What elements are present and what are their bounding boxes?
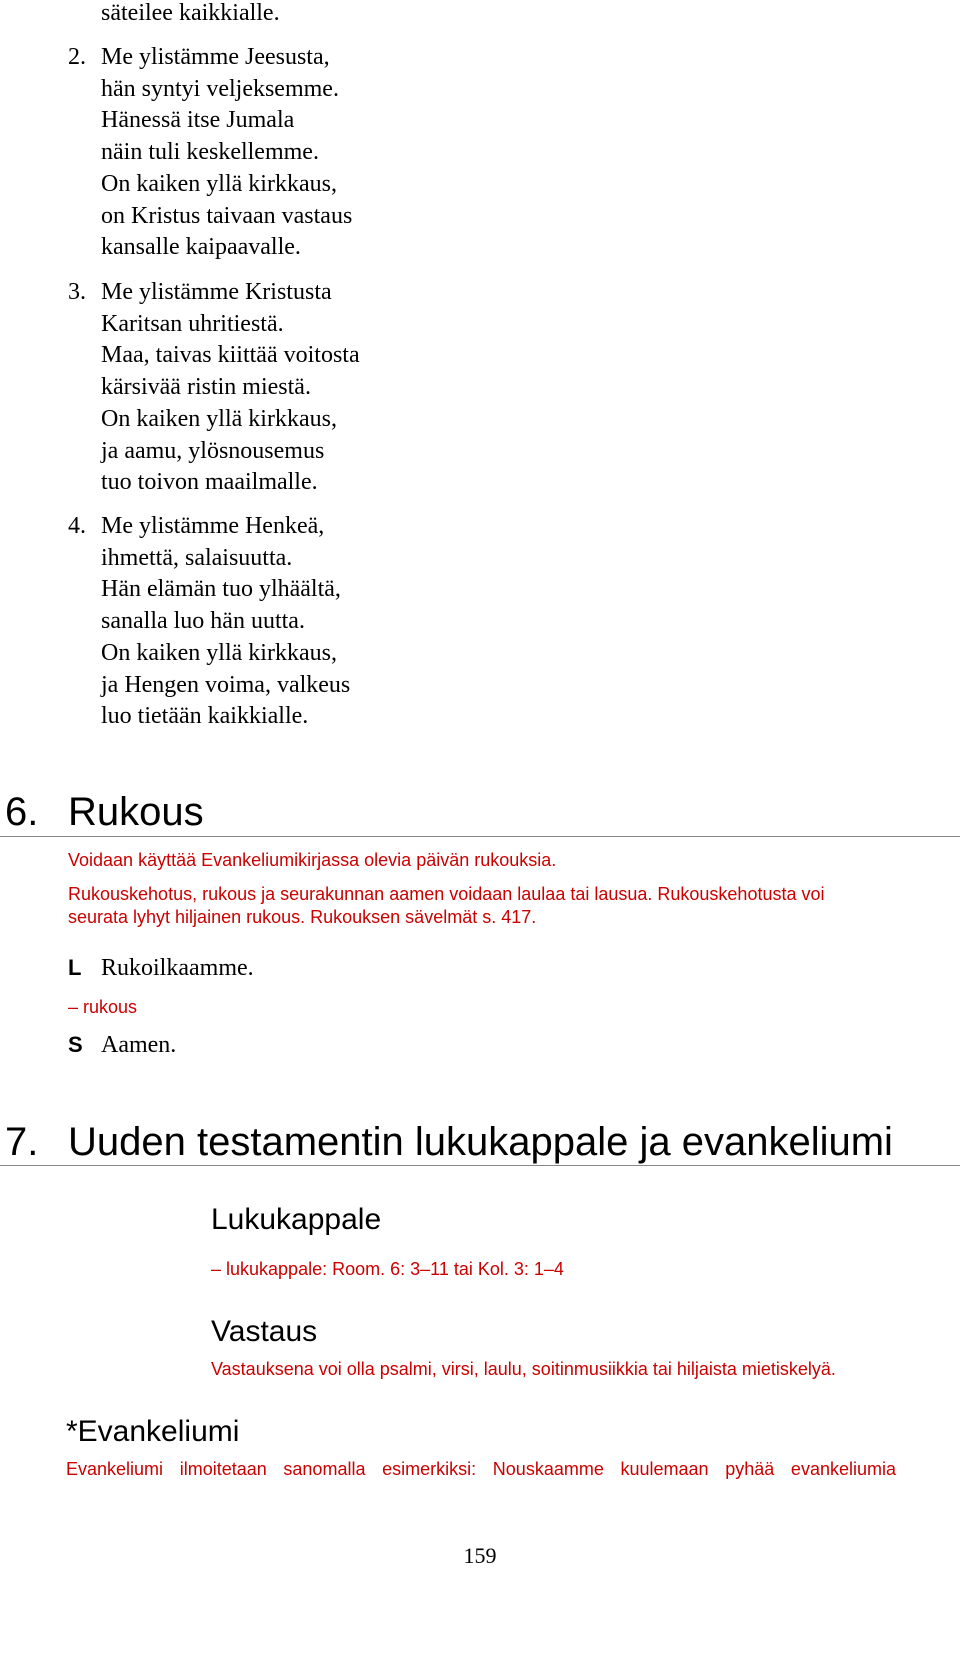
- response-heading: Vastaus: [211, 1315, 318, 1348]
- verse-line: On kaiken yllä kirkkaus,: [101, 639, 337, 666]
- section-number: 6.: [5, 790, 39, 834]
- gospel-heading: *Evankeliumi: [66, 1415, 240, 1448]
- rubric-note: – lukukappale: Room. 6: 3–11 tai Kol. 3: 1–4: [211, 1259, 564, 1279]
- verse-line: tuo toivon maailmalle.: [101, 469, 318, 496]
- rubric-note: seurata lyhyt hiljainen rukous. Rukouksen sävelmät s. 417.: [68, 907, 537, 927]
- verse-line: On kaiken yllä kirkkaus,: [101, 170, 337, 197]
- rubric-note: Rukouskehotus, rukous ja seurakunnan aamen voidaan laulaa tai lausua. Rukouskehotusta voi: [68, 884, 825, 904]
- verse-number: 4.: [68, 513, 86, 539]
- verse-number: 2.: [68, 44, 86, 70]
- verse-line: Hän elämän tuo ylhäältä,: [101, 576, 341, 603]
- verse-line: kansalle kaipaavalle.: [101, 234, 301, 261]
- verse-line: sanalla luo hän uutta.: [101, 608, 305, 635]
- section-number: 7.: [5, 1120, 39, 1164]
- page-number: 159: [463, 1543, 497, 1568]
- verse-line: Me ylistämme Henkeä,: [101, 513, 325, 539]
- verse-number: 3.: [68, 279, 86, 305]
- verse-line: kärsivää ristin miestä.: [101, 374, 311, 401]
- verse-line: hän syntyi veljeksemme.: [101, 75, 339, 102]
- section-title: Uuden testamentin lukukappale ja evankeliumi: [68, 1120, 893, 1164]
- congregation-text: Aamen.: [101, 1032, 177, 1058]
- section-7-rule: [0, 1165, 960, 1166]
- verse-line: Me ylistämme Jeesusta,: [101, 44, 330, 70]
- verse-line: Me ylistämme Kristusta: [101, 279, 332, 305]
- verse-line: On kaiken yllä kirkkaus,: [101, 405, 337, 432]
- rubric-note: Voidaan käyttää Evankeliumikirjassa olevia päivän rukouksia.: [68, 850, 557, 870]
- rubric-note: Vastauksena voi olla psalmi, virsi, laulu, soitinmusiikkia tai hiljaista mietiskelyä.: [211, 1359, 836, 1379]
- verse-line: näin tuli keskellemme.: [101, 139, 319, 166]
- reading-heading: Lukukappale: [211, 1203, 382, 1236]
- verse-line: ihmettä, salaisuutta.: [101, 544, 293, 571]
- section-title: Rukous: [68, 790, 204, 834]
- verse-line: ja aamu, ylösnousemus: [101, 437, 325, 464]
- rubric-note: – rukous: [68, 997, 138, 1017]
- verse-1-last-line: säteilee kaikkialle.: [101, 0, 280, 26]
- leader-text: Rukoilkaamme.: [101, 955, 254, 981]
- speaker-label-leader: L: [68, 955, 82, 980]
- section-6-rule: [0, 836, 960, 837]
- verse-line: Hänessä itse Jumala: [101, 107, 295, 134]
- verse-line: Maa, taivas kiittää voitosta: [101, 342, 360, 369]
- verse-line: on Kristus taivaan vastaus: [101, 202, 353, 229]
- verse-line: luo tietään kaikkialle.: [101, 703, 309, 730]
- verse-line: ja Hengen voima, valkeus: [101, 671, 351, 698]
- rubric-note: Evankeliumi ilmoitetaan sanomalla esimerkiksi: Nouskaamme kuulemaan pyhää evankeliumia: [66, 1459, 896, 1479]
- verse-line: Karitsan uhritiestä.: [101, 310, 284, 337]
- speaker-label-congregation: S: [68, 1032, 83, 1057]
